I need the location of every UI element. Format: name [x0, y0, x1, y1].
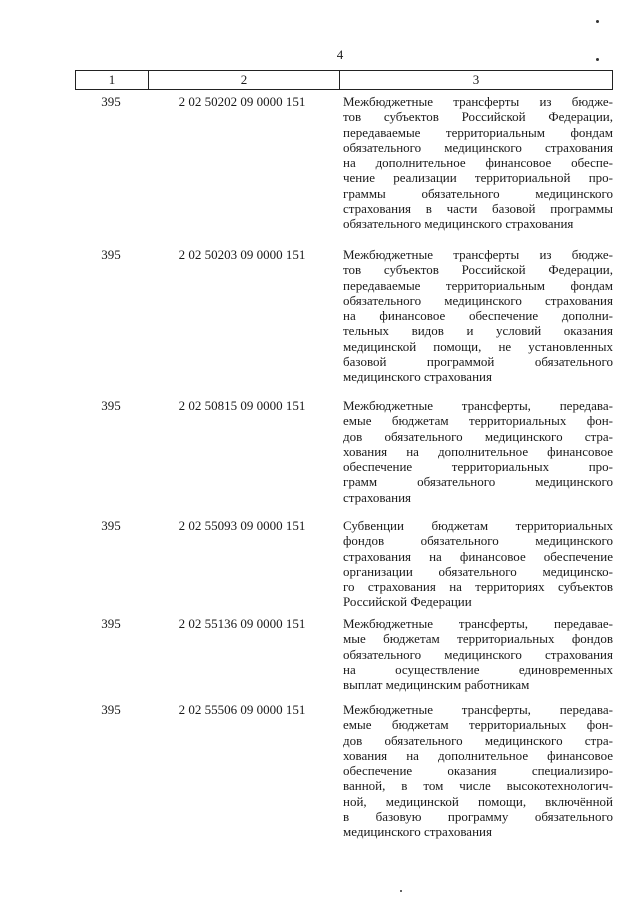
- description-line: страхования в части базовой программы: [343, 201, 613, 217]
- description-line: мые бюджетам территориальных фондов: [343, 631, 613, 647]
- description-line: дов обязательного медицинского стра-: [343, 428, 613, 444]
- description: [337, 616, 613, 702]
- description-line: передаваемые территориальным фондам: [343, 277, 613, 293]
- description-line: в базовую программу обязательного: [343, 809, 613, 825]
- scan-mark-top-right: [596, 20, 599, 23]
- description-line: грамм обязательного медицинского: [343, 474, 613, 490]
- description-line: тов субъектов Российской Федерации,: [343, 262, 613, 278]
- description-line: тов субъектов Российской Федерации,: [343, 109, 613, 125]
- description-line: Межбюджетные трансферты, передава-: [343, 398, 613, 413]
- header-col-2: 2: [148, 71, 339, 89]
- description-line: емые бюджетам территориальных фон-: [343, 717, 613, 733]
- description-line: медицинского страхования: [343, 369, 492, 385]
- description-line: Межбюджетные трансферты из бюдже-: [343, 94, 613, 109]
- description-line: обязательного медицинского страхования: [343, 216, 574, 232]
- table-row: [75, 616, 615, 702]
- description-line: го страхования на территориях субъектов: [343, 579, 613, 595]
- description-line: Субвенции бюджетам территориальных: [343, 518, 613, 533]
- description-line: граммы обязательного медицинского: [343, 185, 613, 201]
- description-line: чение реализации территориальной про-: [343, 170, 613, 186]
- admin-code: 395: [101, 94, 121, 109]
- budget-code: 2 02 55506 09 0000 151: [178, 702, 306, 717]
- description-line: страхования: [343, 489, 412, 505]
- description-line: базовой программой обязательного: [343, 354, 613, 370]
- description-line: хования на дополнительное финансовое: [343, 443, 613, 459]
- admin-code: 395: [101, 616, 121, 631]
- description-line: обязательного медицинского страхования: [343, 139, 613, 155]
- description-line: выплат медицинским работникам: [343, 677, 530, 693]
- admin-code: 395: [101, 398, 121, 413]
- description: [337, 247, 613, 398]
- description: [337, 702, 613, 840]
- description-line: медицинской помощи, не установленных: [343, 338, 613, 354]
- header-col-1: 1: [75, 71, 148, 89]
- table-row: [75, 702, 615, 840]
- description-line: хования на дополнительное финансовое: [343, 747, 613, 763]
- admin-code: 395: [101, 702, 121, 717]
- description-line: на дополнительное финансовое обеспе-: [343, 155, 613, 171]
- table-body: [75, 94, 615, 840]
- description-line: ной, медицинской помощи, включённой: [343, 793, 613, 809]
- description-line: фондов обязательного медицинского: [343, 533, 613, 549]
- description-line: обязательного медицинского страхования: [343, 292, 613, 308]
- budget-code: 2 02 55093 09 0000 151: [178, 518, 306, 533]
- description-line: обеспечение территориальных про-: [343, 459, 613, 475]
- description: [337, 398, 613, 518]
- description-line: передаваемые территориальным фондам: [343, 124, 613, 140]
- table-row: [75, 518, 615, 616]
- description: [337, 518, 613, 616]
- budget-code: 2 02 50203 09 0000 151: [178, 247, 306, 262]
- admin-code: 395: [101, 247, 121, 262]
- description-line: дов обязательного медицинского стра-: [343, 732, 613, 748]
- description-line: ванной, в том числе высокотехнологич-: [343, 778, 613, 794]
- description-line: организации обязательного медицинско-: [343, 563, 613, 579]
- description-line: медицинского страхования: [343, 824, 492, 840]
- budget-code: 2 02 50815 09 0000 151: [178, 398, 306, 413]
- description-line: обязательного медицинского страхования: [343, 646, 613, 662]
- description-line: Межбюджетные трансферты, передавае-: [343, 616, 613, 631]
- table-row: [75, 247, 615, 398]
- description-line: Межбюджетные трансферты, передава-: [343, 702, 613, 717]
- page-number: 4: [336, 47, 344, 62]
- description-line: на финансовое обеспечение дополни-: [343, 308, 613, 324]
- description-line: на осуществление единовременных: [343, 661, 613, 677]
- admin-code: 395: [101, 518, 121, 533]
- description-line: емые бюджетам территориальных фон-: [343, 413, 613, 429]
- description-line: Межбюджетные трансферты из бюдже-: [343, 247, 613, 262]
- table-row: [75, 398, 615, 518]
- table-header: [75, 70, 613, 90]
- header-col-3: 3: [339, 71, 613, 89]
- description: [337, 94, 613, 247]
- description-line: тельных видов и условий оказания: [343, 323, 613, 339]
- description-line: страхования на финансовое обеспечение: [343, 548, 613, 564]
- budget-code: 2 02 50202 09 0000 151: [178, 94, 306, 109]
- table-row: [75, 94, 615, 247]
- description-line: Российской Федерации: [343, 594, 472, 610]
- scan-mark-bottom: [400, 890, 402, 892]
- description-line: обеспечение оказания специализиро-: [343, 763, 613, 779]
- budget-code: 2 02 55136 09 0000 151: [178, 616, 306, 631]
